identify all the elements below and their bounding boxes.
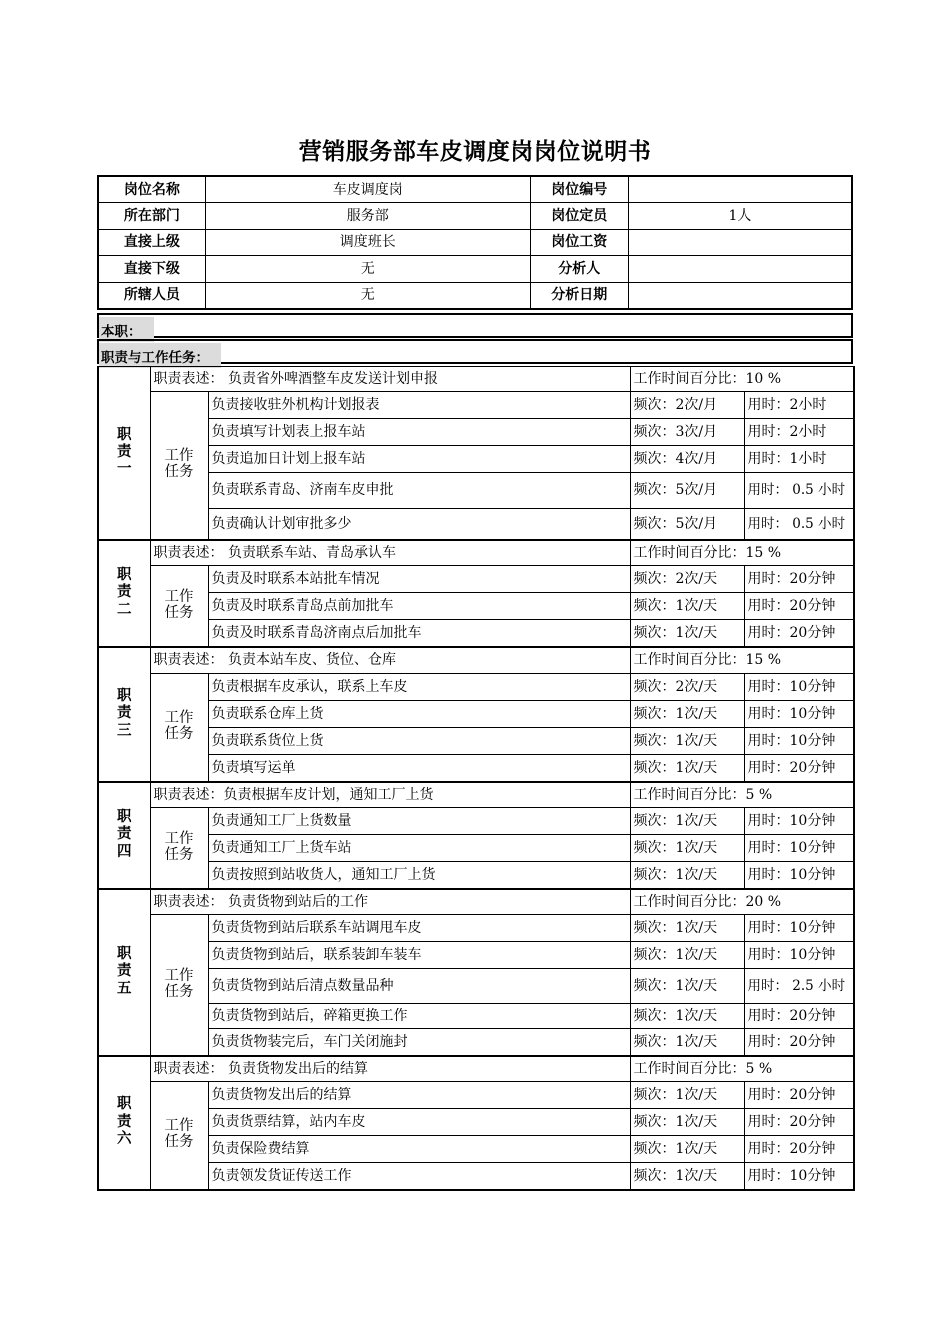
task-text: 负责货物装完后，车门关闭施封 [208,1029,630,1056]
task-label: 工作任务 [164,448,194,481]
task-row [98,1082,854,1109]
duty-desc: 职责表述： 负责货物到站后的工作 [150,889,630,915]
task-text: 负责确认计划审批多少 [208,509,630,540]
task-row [98,509,854,540]
task-duration: 用时：10分钟 [744,915,854,942]
duty-desc: 职责表述： 负责联系车站、青岛承认车 [150,540,630,566]
task-row [98,942,854,969]
task-label-cell [150,674,208,782]
duty-time-percent: 工作时间百分比：15 % [630,647,854,674]
duty-time-percent: 工作时间百分比：10 % [630,367,854,392]
task-label-cell [150,566,208,647]
task-text: 负责货物到站后，联系装卸车装车 [208,942,630,969]
task-frequency: 频次：1次/天 [630,1163,744,1190]
info-value: 服务部 [205,203,530,229]
info-label: 所在部门 [98,203,205,229]
task-text: 负责根据车皮承认，联系上车皮 [208,674,630,701]
duty-desc: 职责表述：负责根据车皮计划，通知工厂上货 [150,782,630,808]
info-row [98,229,852,255]
info-label: 岗位定员 [530,203,628,229]
task-frequency: 频次：1次/天 [630,1109,744,1136]
info-value: 1人 [628,203,852,229]
task-label: 工作任务 [164,830,194,863]
task-row [98,419,854,446]
duty-time-percent: 工作时间百分比：5 % [630,1056,854,1082]
task-duration: 用时：20分钟 [744,1136,854,1163]
task-duration: 用时：20分钟 [744,566,854,593]
task-frequency: 频次：1次/天 [630,915,744,942]
task-text: 负责联系货位上货 [208,728,630,755]
task-duration: 用时：20分钟 [744,1029,854,1056]
info-value [628,176,852,203]
task-text: 负责按照到站收货人，通知工厂上货 [208,862,630,889]
task-row [98,755,854,782]
duty-desc-row [98,889,854,915]
task-duration: 用时： 2.5 小时 [744,969,854,1004]
task-duration: 用时：1小时 [744,446,854,473]
task-frequency: 频次：1次/天 [630,808,744,835]
task-frequency: 频次：1次/天 [630,1004,744,1029]
duty-desc: 职责表述： 负责省外啤酒整车皮发送计划申报 [150,367,630,392]
task-row [98,969,854,1004]
task-frequency: 频次：1次/天 [630,1082,744,1109]
task-duration: 用时：10分钟 [744,1163,854,1190]
task-label: 工作任务 [164,588,194,621]
task-frequency: 频次：1次/天 [630,1029,744,1056]
task-frequency: 频次：1次/天 [630,942,744,969]
task-text: 负责填写运单 [208,755,630,782]
info-row [98,203,852,229]
task-duration: 用时：10分钟 [744,701,854,728]
duty-time-percent: 工作时间百分比：5 % [630,782,854,808]
task-text: 负责及时联系本站批车情况 [208,566,630,593]
task-frequency: 频次：1次/天 [630,620,744,647]
task-frequency: 频次：5次/月 [630,473,744,509]
duty-name: 职责六 [117,1096,132,1148]
task-label-cell [150,915,208,1056]
info-label: 岗位编号 [530,176,628,203]
task-duration: 用时：20分钟 [744,593,854,620]
info-label: 岗位工资 [530,229,628,255]
task-row [98,473,854,509]
task-row [98,1029,854,1056]
task-duration: 用时：20分钟 [744,755,854,782]
task-duration: 用时：10分钟 [744,835,854,862]
task-text: 负责货物到站后，碎箱更换工作 [208,1004,630,1029]
info-value: 车皮调度岗 [205,176,530,203]
task-frequency: 频次：1次/天 [630,969,744,1004]
task-row [98,1136,854,1163]
task-frequency: 频次：1次/天 [630,701,744,728]
task-row [98,392,854,419]
task-duration: 用时：10分钟 [744,728,854,755]
task-row [98,701,854,728]
duty-name: 职责五 [117,945,132,997]
duties-table [97,366,855,1191]
task-frequency: 频次：1次/天 [630,862,744,889]
duty-time-percent: 工作时间百分比：15 % [630,540,854,566]
info-label: 所辖人员 [98,282,205,309]
task-frequency: 频次：2次/天 [630,674,744,701]
task-duration: 用时：10分钟 [744,942,854,969]
task-row [98,566,854,593]
task-label: 工作任务 [164,967,194,1000]
duty-name-cell [98,647,150,782]
duty-name-cell [98,1056,150,1190]
duty-desc: 职责表述： 负责本站车皮、货位、仓库 [150,647,630,674]
task-text: 负责联系青岛、济南车皮申批 [208,473,630,509]
task-text: 负责通知工厂上货车站 [208,835,630,862]
task-duration: 用时：20分钟 [744,1109,854,1136]
task-row [98,1109,854,1136]
task-label-cell [150,392,208,540]
benzhi-label: 本职： [99,317,154,342]
task-text: 负责及时联系青岛济南点后加批车 [208,620,630,647]
info-value [628,282,852,309]
task-label-cell [150,808,208,889]
task-text: 负责及时联系青岛点前加批车 [208,593,630,620]
task-row [98,835,854,862]
task-text: 负责通知工厂上货数量 [208,808,630,835]
task-duration: 用时：10分钟 [744,808,854,835]
task-row [98,1004,854,1029]
duty-desc-row [98,367,854,392]
info-value: 调度班长 [205,229,530,255]
task-text: 负责联系仓库上货 [208,701,630,728]
info-row [98,282,852,309]
duty-name-cell [98,367,150,540]
info-label: 分析日期 [530,282,628,309]
task-label: 工作任务 [164,710,194,743]
info-label: 直接下级 [98,256,205,282]
info-label: 岗位名称 [98,176,205,203]
task-row [98,446,854,473]
task-text: 负责填写计划表上报车站 [208,419,630,446]
info-value [628,229,852,255]
duty-name: 职责三 [117,687,132,739]
info-row [98,256,852,282]
duty-name: 职责四 [117,808,132,860]
task-row [98,620,854,647]
duty-name: 职责一 [117,426,132,478]
info-value: 无 [205,256,530,282]
task-duration: 用时：2小时 [744,419,854,446]
duty-name: 职责二 [117,566,132,618]
task-text: 负责货物发出后的结算 [208,1082,630,1109]
duty-desc: 职责表述： 负责货物发出后的结算 [150,1056,630,1082]
task-frequency: 频次：3次/月 [630,419,744,446]
task-frequency: 频次：4次/月 [630,446,744,473]
task-row [98,1163,854,1190]
task-frequency: 频次：1次/天 [630,593,744,620]
task-row [98,808,854,835]
task-frequency: 频次：5次/月 [630,509,744,540]
basic-info-table [97,175,853,310]
info-label: 分析人 [530,256,628,282]
task-frequency: 频次：1次/天 [630,835,744,862]
duty-desc-row [98,647,854,674]
task-text: 负责货物到站后联系车站调甩车皮 [208,915,630,942]
task-frequency: 频次：1次/天 [630,728,744,755]
duty-time-percent: 工作时间百分比：20 % [630,889,854,915]
duties-header-label: 职责与工作任务： [99,343,221,368]
page-title: 营销服务部车皮调度岗岗位说明书 [298,139,652,165]
duty-name-cell [98,782,150,889]
task-frequency: 频次：1次/天 [630,1136,744,1163]
task-frequency: 频次：2次/天 [630,566,744,593]
task-row [98,728,854,755]
task-duration: 用时：20分钟 [744,620,854,647]
task-text: 负责货票结算，站内车皮 [208,1109,630,1136]
task-duration: 用时：20分钟 [744,1004,854,1029]
task-duration: 用时：2小时 [744,392,854,419]
task-row [98,862,854,889]
duty-desc-row [98,782,854,808]
task-frequency: 频次：1次/天 [630,755,744,782]
task-duration: 用时： 0.5 小时 [744,509,854,540]
task-text: 负责保险费结算 [208,1136,630,1163]
task-text: 负责货物到站后清点数量品种 [208,969,630,1004]
task-label-cell [150,1082,208,1190]
task-duration: 用时：20分钟 [744,1082,854,1109]
task-row [98,593,854,620]
task-duration: 用时：10分钟 [744,674,854,701]
info-value [628,256,852,282]
duty-name-cell [98,540,150,647]
task-text: 负责领发货证传送工作 [208,1163,630,1190]
duties-header-row [97,339,853,364]
duty-desc-row [98,1056,854,1082]
info-label: 直接上级 [98,229,205,255]
task-duration: 用时：10分钟 [744,862,854,889]
info-value: 无 [205,282,530,309]
task-row [98,915,854,942]
duty-desc-row [98,540,854,566]
task-frequency: 频次：2次/月 [630,392,744,419]
task-text: 负责追加日计划上报车站 [208,446,630,473]
benzhi-row [97,313,853,338]
duty-name-cell [98,889,150,1056]
task-label: 工作任务 [164,1118,194,1151]
task-row [98,674,854,701]
info-row [98,176,852,203]
task-duration: 用时： 0.5 小时 [744,473,854,509]
task-text: 负责接收驻外机构计划报表 [208,392,630,419]
